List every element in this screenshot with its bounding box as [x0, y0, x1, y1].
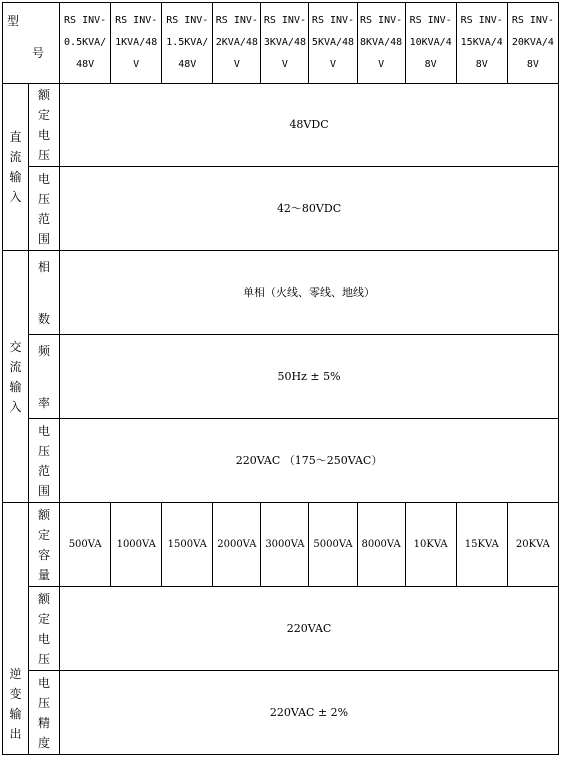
ac-frequency-label-top: 频 — [38, 343, 51, 358]
ac-frequency-label-bottom: 率 — [38, 395, 51, 410]
voltage-accuracy-row — [3, 671, 559, 755]
ac-voltage-range-value: 220VAC （175～250VAC） — [60, 419, 559, 503]
model-name: RS INV-2KVA/48V — [213, 3, 261, 84]
model-name: RS INV-15KVA/48V — [456, 3, 507, 84]
dc-input-label: 直流输入 — [9, 130, 22, 204]
ac-frequency-label-cell — [29, 335, 60, 419]
inverter-output-label: 逆变输出 — [9, 666, 22, 741]
model-header-left: 型 — [7, 14, 20, 28]
capacity-cell: 5000VA — [309, 503, 357, 587]
dc-voltage-range-row — [3, 167, 559, 251]
output-rated-voltage-row — [3, 587, 559, 671]
capacity-cell: 3000VA — [261, 503, 309, 587]
dc-rated-voltage-value: 48VDC — [60, 84, 559, 167]
voltage-accuracy-value: 220VAC ± 2% — [60, 671, 559, 755]
ac-voltage-range-row — [3, 419, 559, 503]
header-row — [3, 3, 559, 84]
ac-voltage-range-label-cell — [29, 419, 60, 503]
ac-frequency-value: 50Hz ± 5% — [60, 335, 559, 419]
dc-rated-voltage-row — [3, 84, 559, 167]
output-rated-voltage-label: 额定电压 — [38, 591, 51, 666]
output-rated-voltage-label-cell — [29, 587, 60, 671]
ac-phase-label-top: 相 — [38, 259, 51, 274]
model-name: RS INV-1.5KVA/48V — [162, 3, 213, 84]
model-name: RS INV-8KVA/48V — [357, 3, 405, 84]
capacity-cell: 1000VA — [111, 503, 162, 587]
rated-capacity-label-cell — [29, 503, 60, 587]
dc-rated-voltage-label-cell — [29, 84, 60, 167]
rated-capacity-label: 额定容量 — [38, 507, 51, 582]
voltage-accuracy-label-cell — [29, 671, 60, 755]
ac-phase-label-bottom: 数 — [38, 311, 51, 326]
model-header-right: 号 — [32, 46, 45, 60]
capacity-cell: 2000VA — [213, 503, 261, 587]
dc-rated-voltage-label: 额定电压 — [38, 88, 51, 162]
dc-input-group — [3, 84, 29, 251]
capacity-cell: 8000VA — [357, 503, 405, 587]
model-name: RS INV-1KVA/48V — [111, 3, 162, 84]
spec-table — [2, 2, 559, 755]
capacity-cell: 10KVA — [405, 503, 456, 587]
capacity-cell: 500VA — [60, 503, 111, 587]
ac-frequency-row — [3, 335, 559, 419]
dc-voltage-range-label-cell — [29, 167, 60, 251]
voltage-accuracy-label: 电压精度 — [38, 675, 51, 750]
dc-voltage-range-value: 42～80VDC — [60, 167, 559, 251]
ac-input-label: 交流输入 — [9, 339, 22, 414]
model-name: RS INV-3KVA/48V — [261, 3, 309, 84]
output-rated-voltage-value: 220VAC — [60, 587, 559, 671]
capacity-cell: 20KVA — [507, 503, 558, 587]
ac-voltage-range-label: 电压范围 — [38, 423, 51, 498]
rated-capacity-row — [3, 503, 559, 587]
ac-phase-label-cell — [29, 251, 60, 335]
model-name: RS INV-5KVA/48V — [309, 3, 357, 84]
model-name: RS INV-20KVA/48V — [507, 3, 558, 84]
capacity-cell: 1500VA — [162, 503, 213, 587]
model-name: RS INV-0.5KVA/48V — [60, 3, 111, 84]
ac-input-group — [3, 251, 29, 503]
ac-phase-value: 单相（火线、零线、地线） — [60, 251, 559, 335]
model-name: RS INV-10KVA/48V — [405, 3, 456, 84]
capacity-cell: 15KVA — [456, 503, 507, 587]
model-header-cell — [3, 3, 60, 84]
ac-phase-row — [3, 251, 559, 335]
dc-voltage-range-label: 电压范围 — [38, 171, 51, 246]
inverter-output-group — [3, 503, 29, 755]
